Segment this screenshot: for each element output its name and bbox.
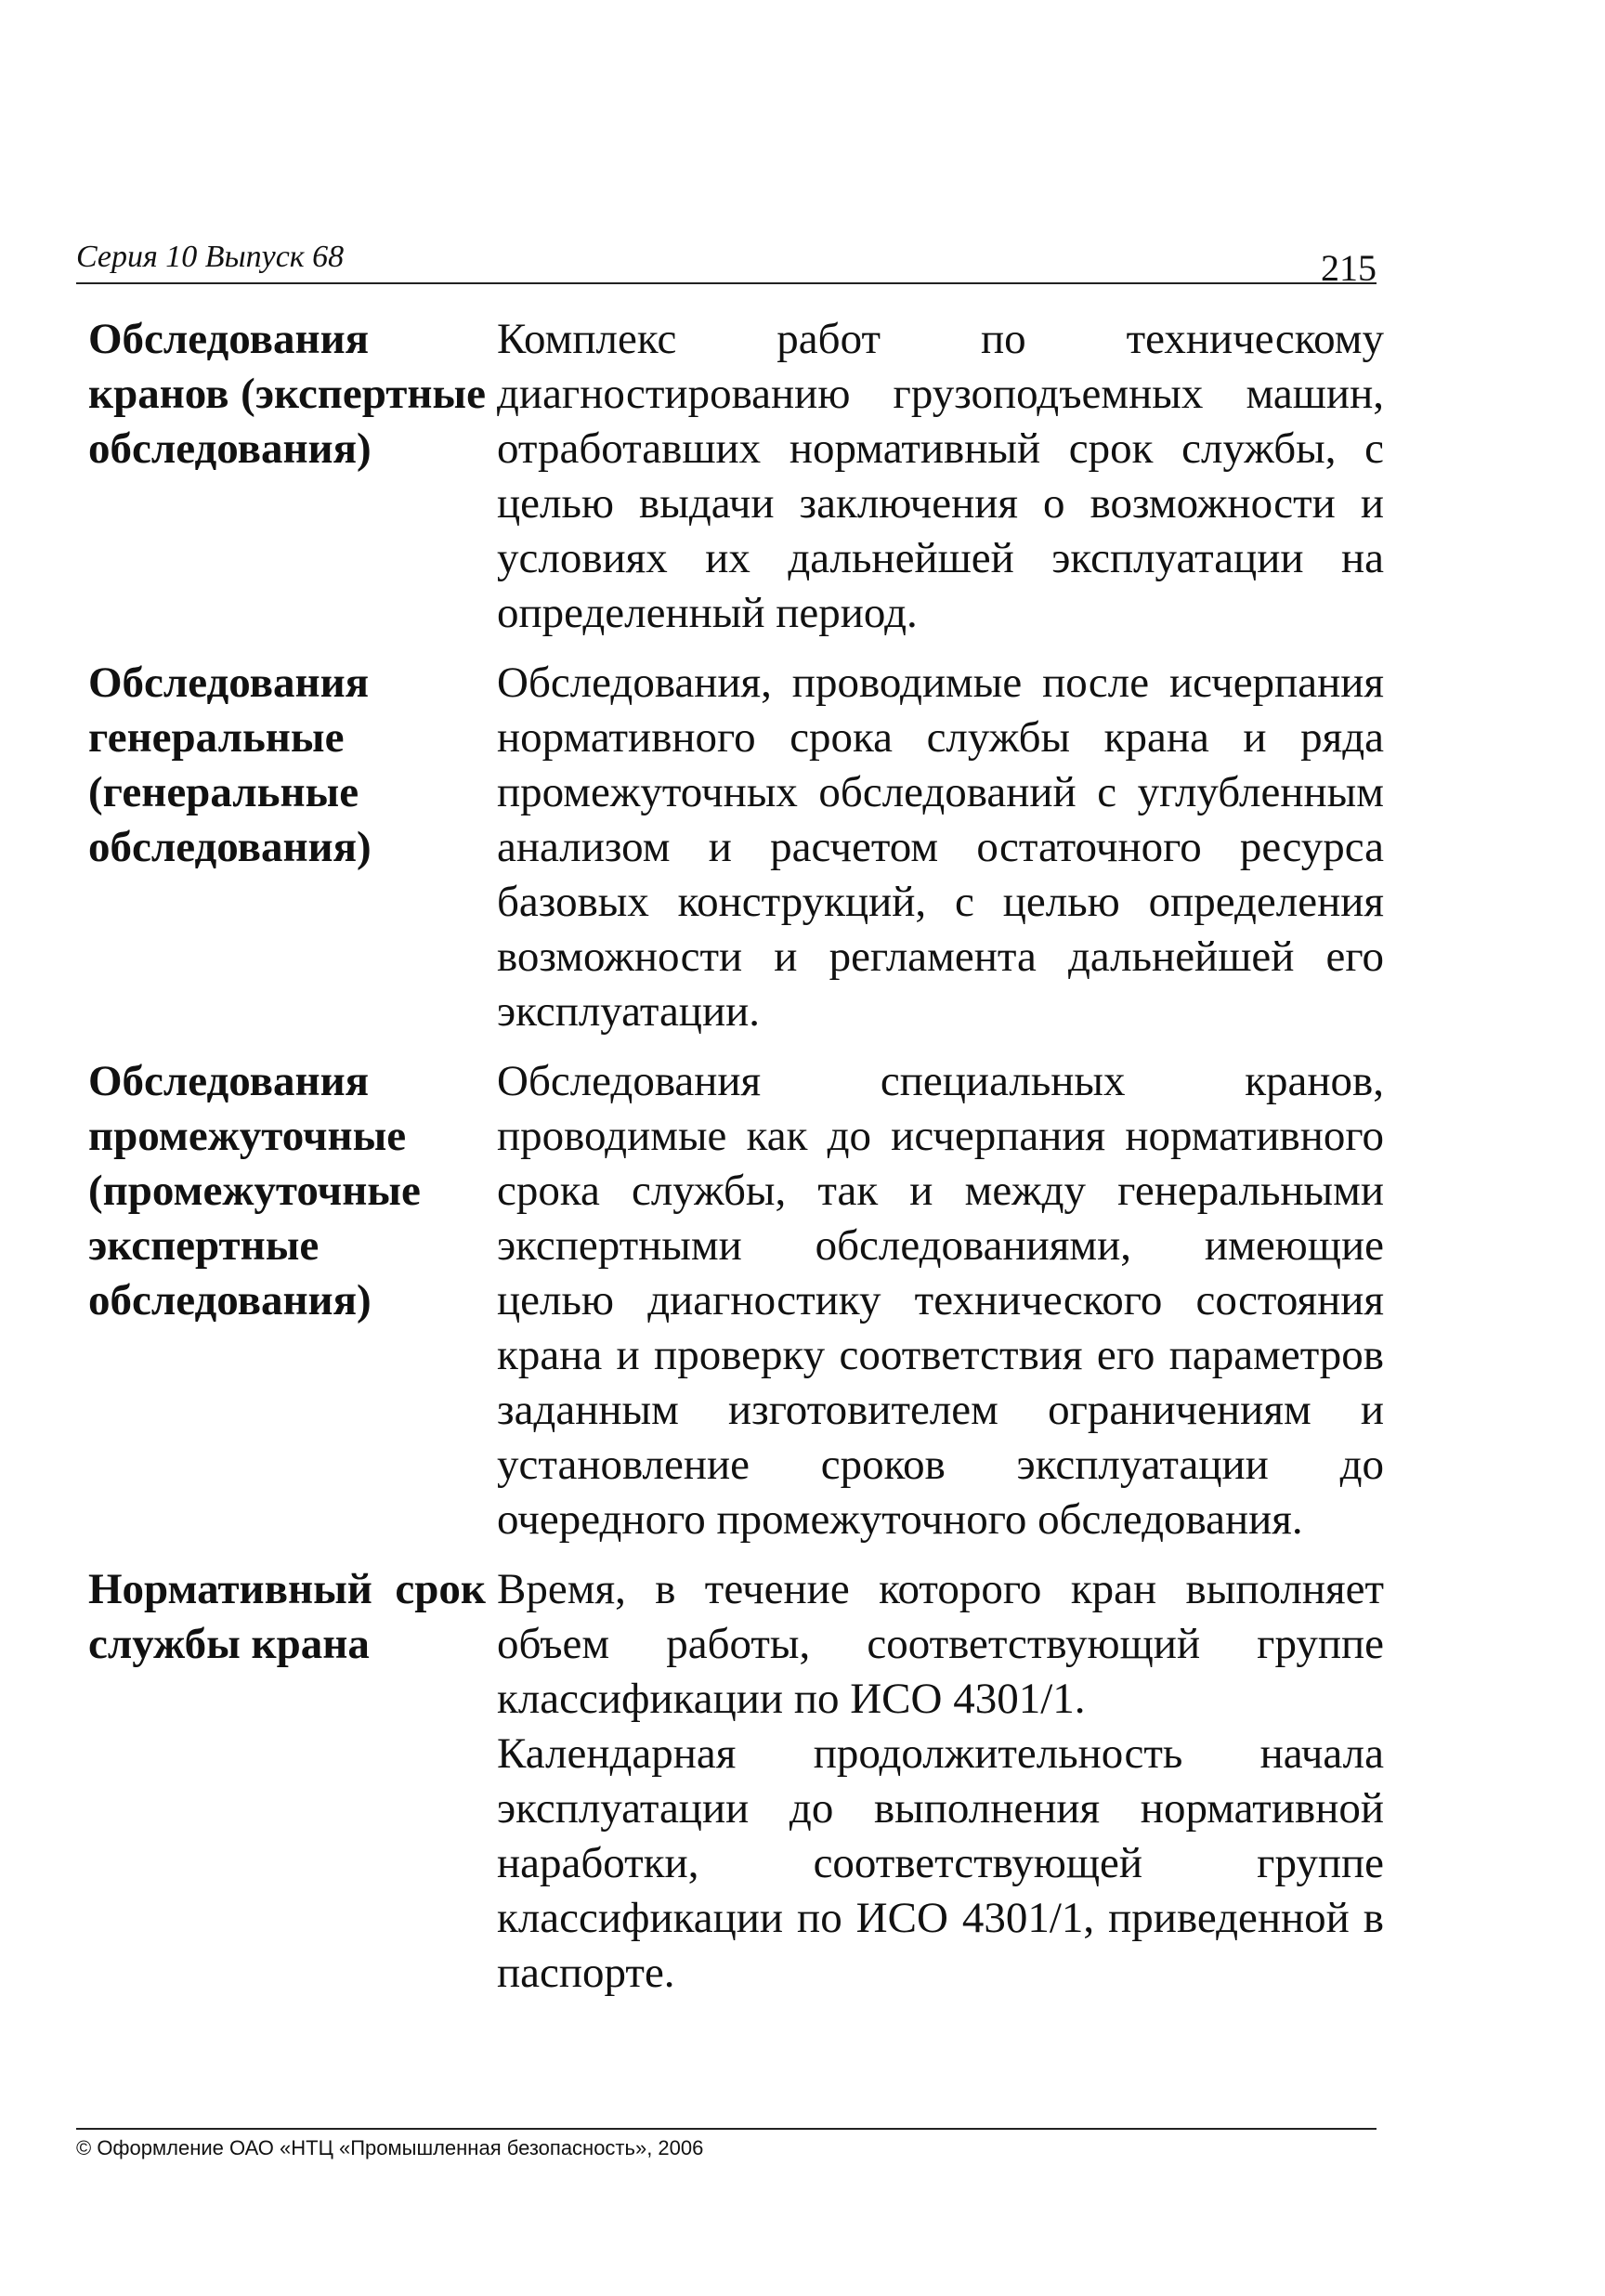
definition-paragraph: Обследования, проводимые после исчерпания нормативного срока службы крана и ряда промежуточных обследований с углубленным анализом и расчетом остаточного ресурса базовых конструкций, с целью определения возможности и регламента дальнейшей его эксплуатации. [497, 659, 1384, 1036]
definition-paragraph: Календарная продолжительность начала эксплуатации до выполнения нормативной наработки, соответствующей группе классификации по ИСО 4301/1, приведенной в паспорте. [497, 1729, 1384, 1997]
definition-row [88, 1562, 1384, 2001]
running-header [76, 230, 1377, 289]
definition-paragraph: Комплекс работ по техническому диагностированию грузоподъемных машин, отработавших нормативный срок службы, с целью выдачи заключения о возможности и условиях их дальнейшей эксплуатации на определенный период. [497, 315, 1384, 637]
definition [497, 1562, 1384, 2001]
definition-paragraph: Время, в течение которого кран выполняет объем работы, соответствующий группе классификации по ИСО 4301/1. [497, 1565, 1384, 1723]
definition [497, 312, 1384, 641]
definition-row [88, 1054, 1384, 1547]
definition-row [88, 656, 1384, 1039]
series-title: Серия 10 Выпуск 68 [76, 240, 345, 274]
page-number: 215 [1321, 247, 1377, 289]
definition [497, 656, 1384, 1039]
definition [497, 1054, 1384, 1547]
term: Обследования кранов (экспертные обследования) [88, 315, 486, 473]
term: Обследования промежуточные (промежуточные экспертные обследования) [88, 1057, 421, 1324]
definitions-table [88, 312, 1384, 2016]
term: Обследования генеральные (генеральные обследования) [88, 659, 372, 871]
copyright-footer: © Оформление ОАО «НТЦ «Промышленная безопасность», 2006 [76, 2136, 704, 2159]
term: Нормативный срок службы крана [88, 1565, 486, 1668]
definition-row [88, 312, 1384, 641]
footer-divider [76, 2128, 1377, 2130]
definition-paragraph: Обследования специальных кранов, проводимые как до исчерпания нормативного срока службы, так и между генеральными экспертными обследованиями, имеющие целью диагностику технического состояния крана и проверку соответствия его параметров заданным изготовителем ограничениям и установление сроков эксплуатации до очередного промежуточного обследования. [497, 1057, 1384, 1544]
